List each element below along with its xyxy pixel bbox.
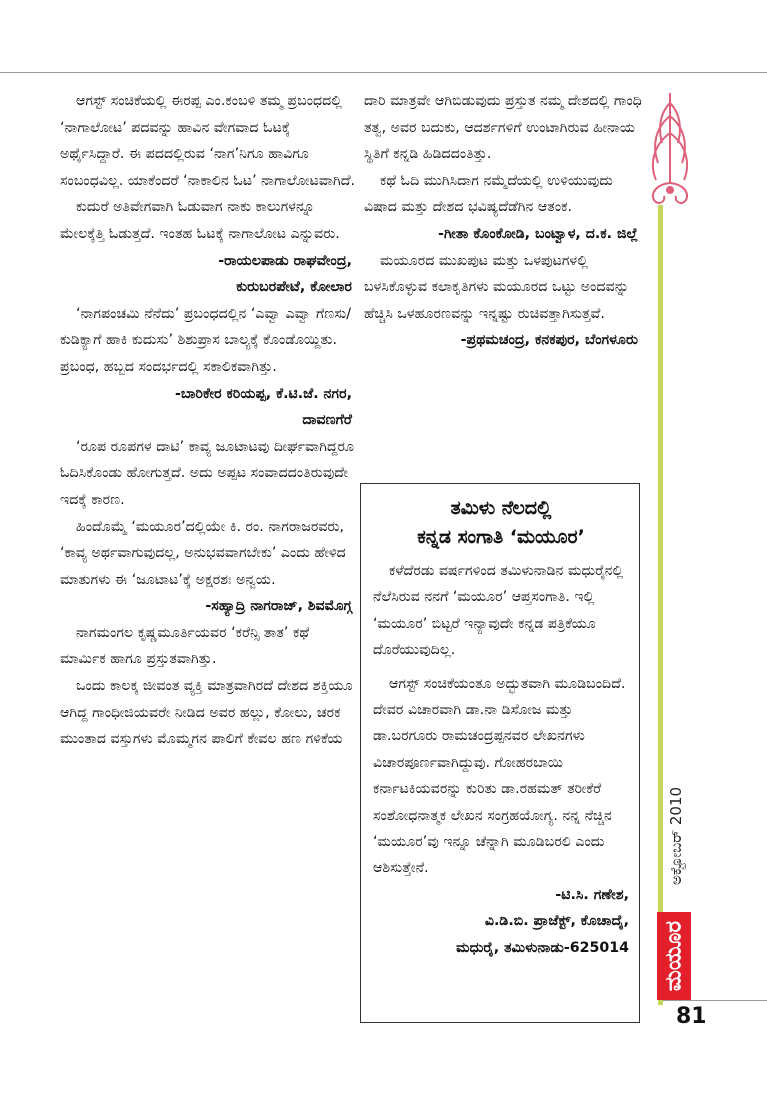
page-number: 81 [676,1004,707,1029]
letter-paragraph: ಮಯೂರದ ಮುಖಪುಟ ಮತ್ತು ಒಳಪುಟಗಳಲ್ಲಿ ಬಳಸಿಕೊಳ್ಳುವ ಕಲಾಕೃತಿಗಳು ಮಯೂರದ ಒಟ್ಟು ಅಂದವನ್ನು ಹೆಚ್ಚಿಸಿ ಒಳಹೂರಣವನ್ನು ಇನ್ನಷ್ಟು ರುಚಿವತ್ತಾಗಿಸುತ್ತವೆ. [364,252,630,322]
letter-paragraph: ಹಿಂದೊಮ್ಮೆ ‘ಮಯೂರ’ದಲ್ಲಿಯೇ ಕಿ. ರಂ. ನಾಗರಾಜರವರು, ‘ಕಾವ್ಯ ಅರ್ಥವಾಗುವುದಲ್ಲ, ಅನುಭವವಾಗಬೇಕು’ ಎಂದು ಹೇಳಿದ ಮಾತುಗಳು ಈ ‘ಜೂಟಾಟ’ಕ್ಕೆ ಅಕ್ಷರಶಃ ಅನ್ವಯ. [60,518,346,588]
right-column [364,88,642,354]
peacock-feather-ornament-icon [640,88,700,208]
letter-signature: ಮಧುರೈ, ತಮಿಳುನಾಡು-625014 [456,939,629,956]
box-title-line: ಕನ್ನಡ ಸಂಗಾತಿ ‘ಮಯೂರ’ [417,526,585,548]
letter-signature: -ಬಾರಿಕೇರ ಕರಿಯಪ್ಪ, ಕೆ.ಟಿ.ಜೆ. ನಗರ, [174,385,352,402]
magazine-title-logo: ಮಯೂರ [657,912,691,1000]
letter-paragraph: ಕಳೆದೆರಡು ವರ್ಷಗಳಿಂದ ತಮಿಳುನಾಡಿನ ಮಧುರೈನಲ್ಲಿ ನೆಲೆಸಿರುವ ನನಗೆ ‘ಮಯೂರ’ ಆಪ್ತಸಂಗಾತಿ. ಇಲ್ಲಿ ‘ಮಯೂರ’ ಬಿಟ್ಟರೆ ಇನ್ಯಾವುದೇ ಕನ್ನಡ ಪತ್ರಿಕೆಯೂ ದೊರೆಯುವುದಿಲ್ಲ. [373,563,624,659]
letter-signature: -ಸಹ್ಯಾದ್ರಿ ನಾಗರಾಜ್, ಶಿವಮೊಗ್ಗ [205,598,352,615]
bottom-rule [663,1000,767,1001]
letter-paragraph: ಆಗಸ್ಟ್ ಸಂಚಿಕೆಯಲ್ಲಿ ಈರಪ್ಪ ಎಂ.ಕಂಬಳಿ ತಮ್ಮ ಪ್ರಬಂಧದಲ್ಲಿ ‘ನಾಗಾಲೋಟ’ ಪದವನ್ನು ಹಾವಿನ ವೇಗವಾದ ಓಟಕ್ಕೆ ಅರ್ಥೈಸಿದ್ದಾರೆ. ಈ ಪದದಲ್ಲಿರುವ ‘ನಾಗ’ನಿಗೂ ಹಾವಿಗೂ ಸಂಬಂಧವಿಲ್ಲ. ಯಾಕೆಂದರೆ ‘ನಾಕಾಲಿನ ಓಟ’ ನಾಗಾಲೋಟವಾಗಿದೆ. [60,93,356,189]
letter-paragraph: ಕುದುರೆ ಅತಿವೇಗವಾಗಿ ಓಡುವಾಗ ನಾಕು ಕಾಲುಗಳನ್ನೂ ಮೇಲಕ್ಕೆತ್ತಿ ಓಡುತ್ತದೆ. ಇಂತಹ ಓಟಕ್ಕೆ ನಾಗಾಲೋಟ ಎನ್ನುವರು. [60,199,340,242]
letter-signature: -ಪ್ರಥಮಚಂದ್ರ, ಕನಕಪುರ, ಬೆಂಗಳೂರು [460,332,638,349]
letter-paragraph: ಒಂದು ಕಾಲಕ್ಕ ಜೀವಂತ ವ್ಯಕ್ತಿ ಮಾತ್ರವಾಗಿರದೆ ದೇಶದ ಶಕ್ತಿಯೂ ಆಗಿದ್ದ ಗಾಂಧೀಜಿಯವರೇ ನೀಡಿದ ಅವರ ಹಲ್ಲು, ಕೋಲು, ಚರಕ ಮುಂತಾದ ವಸ್ತುಗಳು ಮೊಮ್ಮಗನ ಪಾಲಿಗೆ ಕೇವಲ ಹಣ ಗಳಿಕೆಯ [60,678,353,748]
letter-paragraph: ದಾರಿ ಮಾತ್ರವೇ ಆಗಿಬಿಡುವುದು ಪ್ರಸ್ತುತ ನಮ್ಮ ದೇಶದಲ್ಲಿ ಗಾಂಧಿ ತತ್ವ, ಅವರ ಬದುಕು, ಆದರ್ಶಗಳಿಗೆ ಉಂಟಾಗಿರುವ ಹೀನಾಯ ಸ್ಥಿತಿಗೆ ಕನ್ನಡಿ ಹಿಡಿದದಂತಿತ್ತು. [364,93,642,163]
letter-signature: -ಟಿ.ಸಿ. ಗಣೇಶ, [555,886,629,903]
box-body [373,558,629,961]
letter-signature: ಕುರುಬರಪೇಟೆ, ಕೋಲಾರ [236,279,352,296]
letter-paragraph: ಆಗಸ್ಟ್ ಸಂಚಿಕೆಯಂತೂ ಅದ್ಭುತವಾಗಿ ಮೂಡಿಬಂದಿದೆ. ದೇವರ ವಿಚಾರವಾಗಿ ಡಾ.ನಾ ಡಿಸೋಜ ಮತ್ತು ಡಾ.ಬರಗೂರು ರಾಮಚಂದ್ರಪ್ಪನವರ ಲೇಖನಗಳು ವಿಚಾರಪೂರ್ಣವಾಗಿದ್ದುವು. ಗೋಹರಬಾಯಿ ಕರ್ನಾಟಕಿಯವರನ್ನು ಕುರಿತು ಡಾ.ರಹಮತ್ ತರೀಕೆರೆ ಸಂಶೋಧನಾತ್ಮಕ ಲೇಖನ ಸಂಗ್ರಹಯೋಗ್ಯ. ನನ್ನ ನೆಚ್ಚಿನ ‘ಮಯೂರ’ವು ಇನ್ನೂ ಚೆನ್ನಾಗಿ ಮೂಡಿಬರಲಿ ಎಂದು ಆಶಿಸುತ್ತೇನೆ. [373,675,626,877]
letter-signature: ದಾವಣಗೆರೆ [302,412,352,429]
left-column [60,88,356,753]
letter-paragraph: ‘ರೂಪ ರೂಪಗಳ ದಾಟಿ’ ಕಾವ್ಯ ಜೂಟಾಟವು ದೀರ್ಘವಾಗಿದ್ದರೂ ಓದಿಸಿಕೊಂಡು ಹೋಗುತ್ತದೆ. ಅದು ಅಪ್ಪಟ ಸಂವಾದದಂತಿರುವುದೇ ಇದಕ್ಕೆ ಕಾರಣ. [60,438,355,508]
featured-letter-box [360,483,640,1023]
top-rule [0,72,767,73]
letter-paragraph: ನಾಗಮಂಗಲ ಕೃಷ್ಣಮೂರ್ತಿಯವರ ‘ಕರೆನ್ಸಿ ತಾತ’ ಕಥೆ ಮಾರ್ಮಿಕ ಹಾಗೂ ಪ್ರಸ್ತುತವಾಗಿತ್ತು. [60,624,310,668]
letter-paragraph: ‘ನಾಗಪಂಚಮಿ ನೆನೆದು’ ಪ್ರಬಂಧದಲ್ಲಿನ ‘ಎವ್ವಾ ಎವ್ವಾ ಗೆಣಸು/ಕುಡಿಕ್ಯಾಗೆ ಹಾಕಿ ಕುದುಸು’ ಶಿಶುಪ್ರಾಸ ಬಾಲ್ಯಕ್ಕೆ ಕೊಂಡೊಯ್ದಿತು. ಪ್ರಬಂಧ, ಹಬ್ಬದ ಸಂದರ್ಭದಲ್ಲಿ ಸಕಾಲಿಕವಾಗಿತ್ತು. [60,305,352,375]
letter-paragraph: ಕಥೆ ಓದಿ ಮುಗಿಸಿದಾಗ ನಮ್ಮೆದೆಯಲ್ಲಿ ಉಳಿಯುವುದು ವಿಷಾದ ಮತ್ತು ದೇಶದ ಭವಿಷ್ಯದೆಡೆಗಿನ ಆತಂಕ. [364,172,613,216]
letter-signature: -ರಾಯಲಪಾಡು ರಾಘವೇಂದ್ರ, [218,252,352,269]
box-title-line: ತಮಿಳು ನೆಲದಲ್ಲಿ [450,497,552,519]
decorative-vertical-line [658,205,663,1005]
letter-signature: ವಿ.ಡಿ.ಬಿ. ಪ್ರಾಜೆಕ್ಟ್, ಕೊಚಾದೈ, [484,913,629,930]
letter-signature: -ಗೀತಾ ಕೊಂಕೋಡಿ, ಬಂಟ್ವಾಳ, ದ.ಕ. ಜಿಲ್ಲೆ [438,225,638,242]
